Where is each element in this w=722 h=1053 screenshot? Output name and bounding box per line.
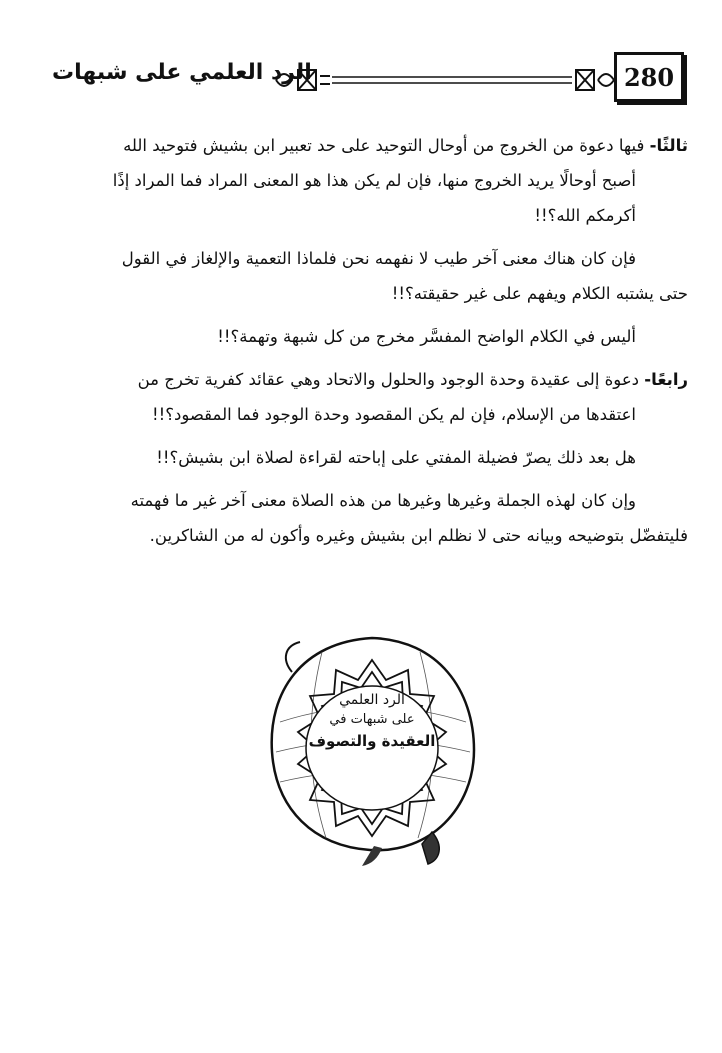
paragraph-meaning: فإن كان هناك معنى آخر طيب لا نفهمه نحن فلماذا التعمية والإلغاز في القول: [121, 249, 636, 268]
paragraph-clear-speech: أليس في الكلام الواضح المفسَّر مخرج من كل شبهة وتهمة؟!!: [217, 327, 636, 346]
page-header: [40, 46, 688, 110]
running-title: الرد العلمي على شبهات: [52, 60, 312, 85]
paragraph-third: [60, 128, 688, 163]
body-text: [60, 128, 688, 553]
text-line: دعوة إلى عقيدة وحدة الوجود والحلول والاتحاد وهي عقائد كفرية تخرج من: [137, 370, 645, 389]
text-line: فيها دعوة من الخروج من أوحال التوحيد على حد تعبير ابن بشيش فتوحيد الله: [123, 136, 650, 155]
paragraph-fourth: [60, 362, 688, 397]
item-label-third: ثالثًا-: [649, 136, 688, 155]
paragraph-mufti: هل بعد ذلك يصرّ فضيلة المفتي على إباحته لقراءة لصلاة ابن بشيش؟!!: [156, 448, 636, 467]
emblem-caption: [300, 690, 444, 752]
text-line: أكرمكم الله؟!!: [534, 206, 636, 225]
text-line: أصبح أوحالًا يريد الخروج منها، فإن لم يكن هذا هو المعنى المراد فما المراد إذًا: [112, 171, 636, 190]
text-line: فليتفضّل بتوضيحه وبيانه حتى لا نظلم ابن بشيش وغيره وأكون له من الشاكرين.: [149, 526, 688, 545]
page-number: 280: [614, 52, 684, 102]
text-line: حتى يشتبه الكلام ويفهم على غير حقيقته؟!!: [391, 284, 688, 303]
emblem-line: على شبهات في: [329, 712, 415, 727]
text-line: اعتقدها من الإسلام، فإن لم يكن المقصود وحدة الوجود فما المقصود؟!!: [152, 405, 636, 424]
item-label-fourth: رابعًا-: [644, 370, 688, 389]
emblem-line: الرد العلمي: [339, 692, 405, 708]
emblem-line: العقيدة والتصوف: [308, 732, 436, 750]
header-ornament: [272, 62, 620, 98]
paragraph-other-meaning: وإن كان لهذه الجملة وغيرها وغيرها من هذه الصلاة معنى آخر غير ما فهمته: [130, 491, 636, 510]
